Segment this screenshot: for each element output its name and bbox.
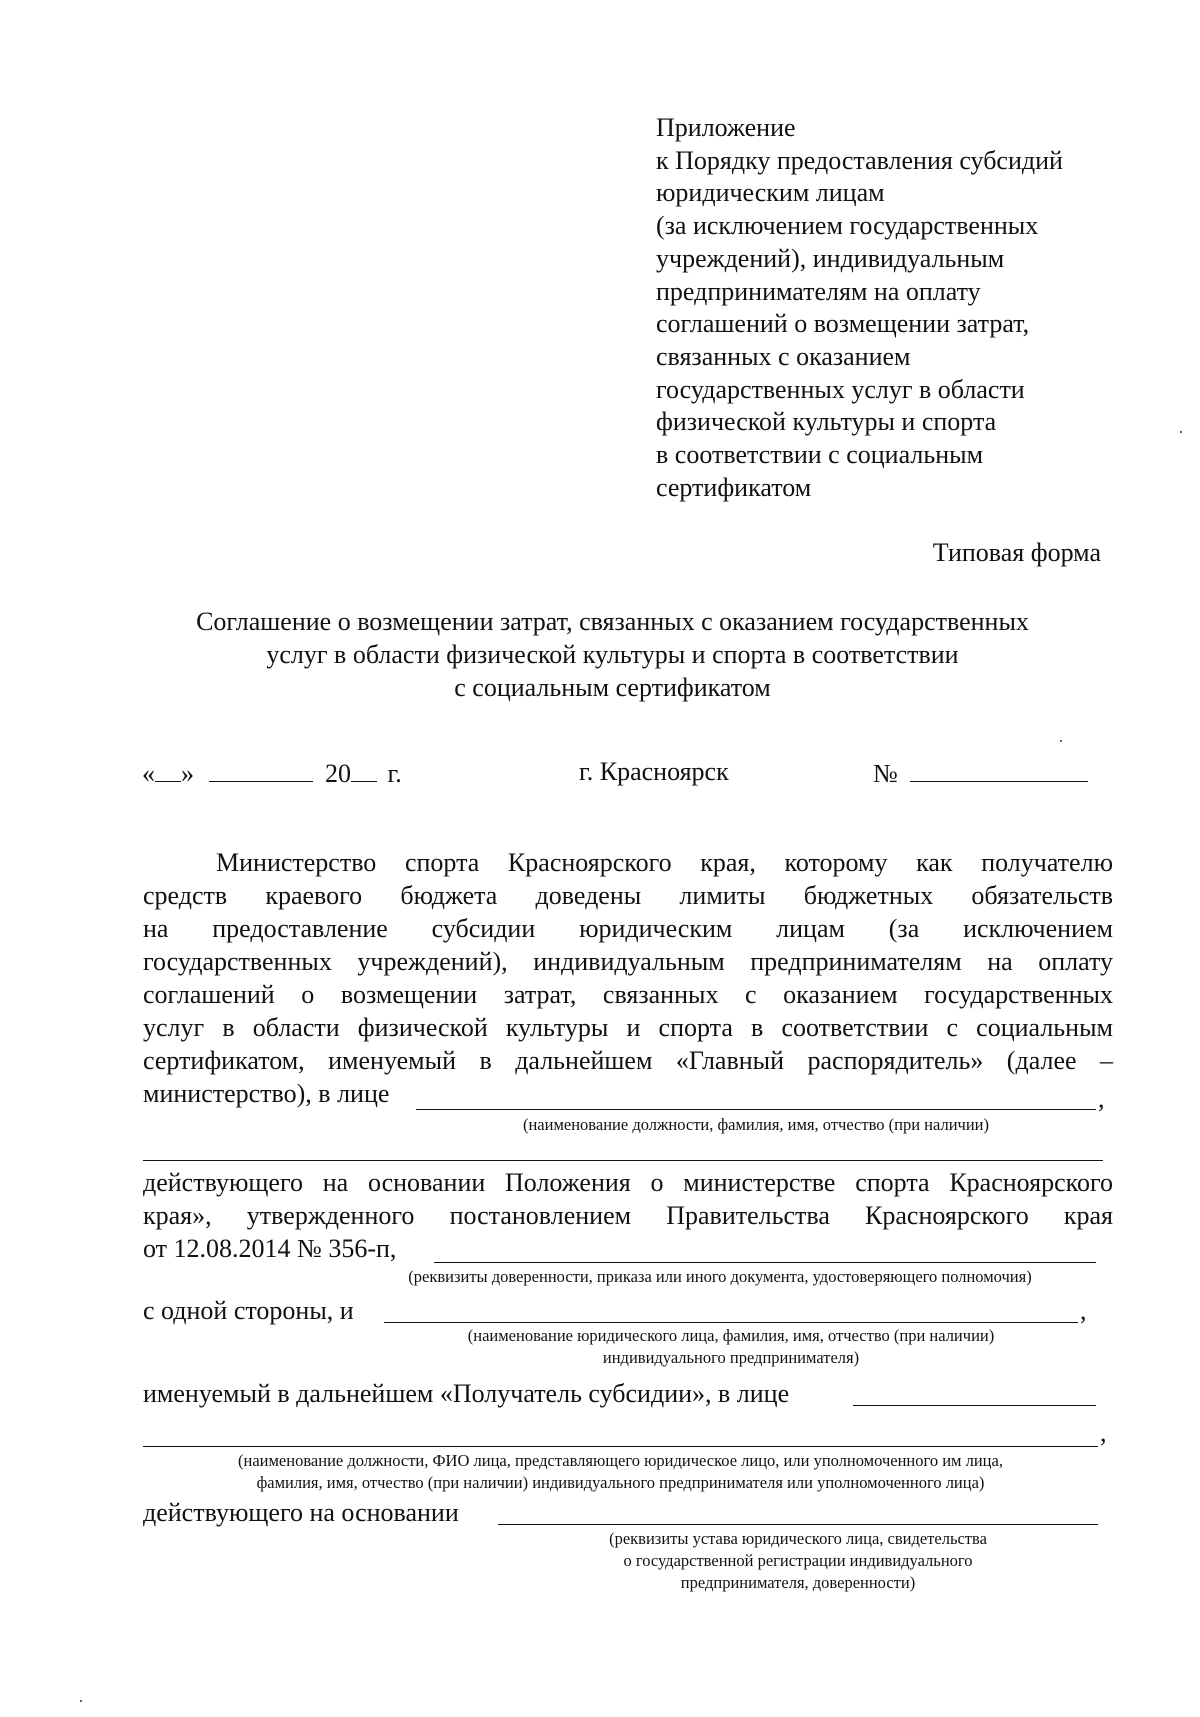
date-field <box>142 757 402 789</box>
caption-line: о государственной регистрации индивидуального <box>623 1551 973 1570</box>
caption-line: фамилия, имя, отчество (при наличии) индивидуального предпринимателя или уполномоченного лица) <box>256 1473 985 1492</box>
form-type-label: Типовая форма <box>932 538 1101 567</box>
paragraph-line: соглашений о возмещении затрат, связанных с оказанием государственных <box>143 980 1113 1009</box>
appendix-line: юридическим лицам <box>656 178 885 208</box>
appendix-line: Приложение <box>656 113 796 142</box>
authority-doc-blank[interactable] <box>434 1262 1096 1263</box>
document-title <box>140 605 1085 704</box>
appendix-line: учреждений), индивидуальным <box>656 243 1005 273</box>
scan-speck <box>1180 431 1182 433</box>
official-name-continuation-blank[interactable] <box>143 1160 1103 1161</box>
open-quote: « <box>142 759 155 788</box>
representative-blank[interactable] <box>143 1446 1098 1447</box>
official-name-caption: (наименование должности, фамилия, имя, отчество (при наличии) <box>522 1115 989 1134</box>
paragraph-line: Министерство спорта Красноярского края, которому как получателю <box>216 848 1113 877</box>
title-line: с социальным сертификатом <box>454 673 771 702</box>
representative-comma: , <box>1100 1418 1107 1447</box>
recipient-label: именуемый в дальнейшем «Получатель субсидии», в лице <box>143 1379 790 1408</box>
number-blank[interactable] <box>910 757 1088 782</box>
recipient-rep-blank[interactable] <box>853 1405 1096 1406</box>
day-blank[interactable] <box>155 757 181 782</box>
caption-line: (реквизиты устава юридического лица, свидетельства <box>609 1529 987 1548</box>
year-blank[interactable] <box>351 757 377 782</box>
caption-line: индивидуального предпринимателя) <box>602 1348 860 1367</box>
official-comma: , <box>1098 1084 1105 1113</box>
appendix-line: в соответствии с социальным <box>656 440 984 470</box>
date-city-number-row <box>0 757 1200 793</box>
paragraph-line: услуг в области физической культуры и спорта в соответствии с социальным <box>143 1013 1113 1042</box>
authority-doc-caption: (реквизиты доверенности, приказа или иного документа, удостоверяющего полномочия) <box>408 1267 1032 1286</box>
appendix-line: связанных с оказанием <box>656 341 911 371</box>
appendix-line: государственных услуг в области <box>656 374 1025 404</box>
one-side-comma: , <box>1080 1296 1087 1325</box>
paragraph-line: средств краевого бюджета доведены лимиты бюджетных обязательств <box>143 881 1113 910</box>
recipient-name-caption <box>384 1325 1078 1369</box>
caption-line: (наименование юридического лица, фамилия, имя, отчество (при наличии) <box>467 1326 995 1345</box>
basis-line: от 12.08.2014 № 356-п, <box>143 1234 397 1263</box>
basis-line: действующего на основании Положения о министерстве спорта Красноярского <box>143 1168 1113 1197</box>
basis-doc-caption <box>498 1528 1098 1594</box>
appendix-line: (за исключением государственных <box>656 211 1039 241</box>
caption-line: предпринимателя, доверенности) <box>680 1573 916 1592</box>
appendix-line: сертификатом <box>656 472 812 502</box>
appendix-line: к Порядку предоставления субсидий <box>656 145 1063 175</box>
paragraph-line: государственных учреждений), индивидуальным предпринимателям на оплату <box>143 947 1113 976</box>
appendix-line: физической культуры и спорта <box>656 407 997 437</box>
close-quote: » <box>181 759 194 788</box>
paragraph-line: на предоставление субсидии юридическим лицам (за исключением <box>143 914 1113 943</box>
appendix-block <box>656 112 1136 504</box>
paragraph-line: сертификатом, именуемый в дальнейшем «Главный распорядитель» (далее – <box>143 1046 1113 1075</box>
basis-doc-blank[interactable] <box>498 1524 1098 1525</box>
appendix-line: предпринимателям на оплату <box>656 276 981 306</box>
city-label: г. Красноярск <box>579 757 729 786</box>
basis-line: края», утвержденного постановлением Правительства Красноярского края <box>143 1201 1113 1230</box>
official-name-blank[interactable] <box>416 1109 1096 1110</box>
number-field <box>873 757 1088 789</box>
acting-basis-label: действующего на основании <box>143 1498 459 1527</box>
one-side-label: с одной стороны, и <box>143 1296 354 1325</box>
representative-caption <box>143 1450 1098 1494</box>
title-line: Соглашение о возмещении затрат, связанных с оказанием государственных <box>196 607 1029 636</box>
scan-speck <box>80 1700 82 1702</box>
appendix-line: соглашений о возмещении затрат, <box>656 309 1030 339</box>
paragraph-line: министерство), в лице <box>143 1079 390 1108</box>
year-suffix: г. <box>387 759 402 788</box>
scan-speck <box>1060 740 1062 742</box>
year-prefix: 20 <box>325 759 351 788</box>
caption-line: (наименование должности, ФИО лица, представляющего юридическое лицо, или уполномоченного им лица, <box>238 1451 1003 1470</box>
number-sign: № <box>873 759 898 788</box>
month-blank[interactable] <box>209 757 313 782</box>
recipient-name-blank[interactable] <box>384 1322 1078 1323</box>
title-line: услуг в области физической культуры и спорта в соответствии <box>266 640 959 669</box>
